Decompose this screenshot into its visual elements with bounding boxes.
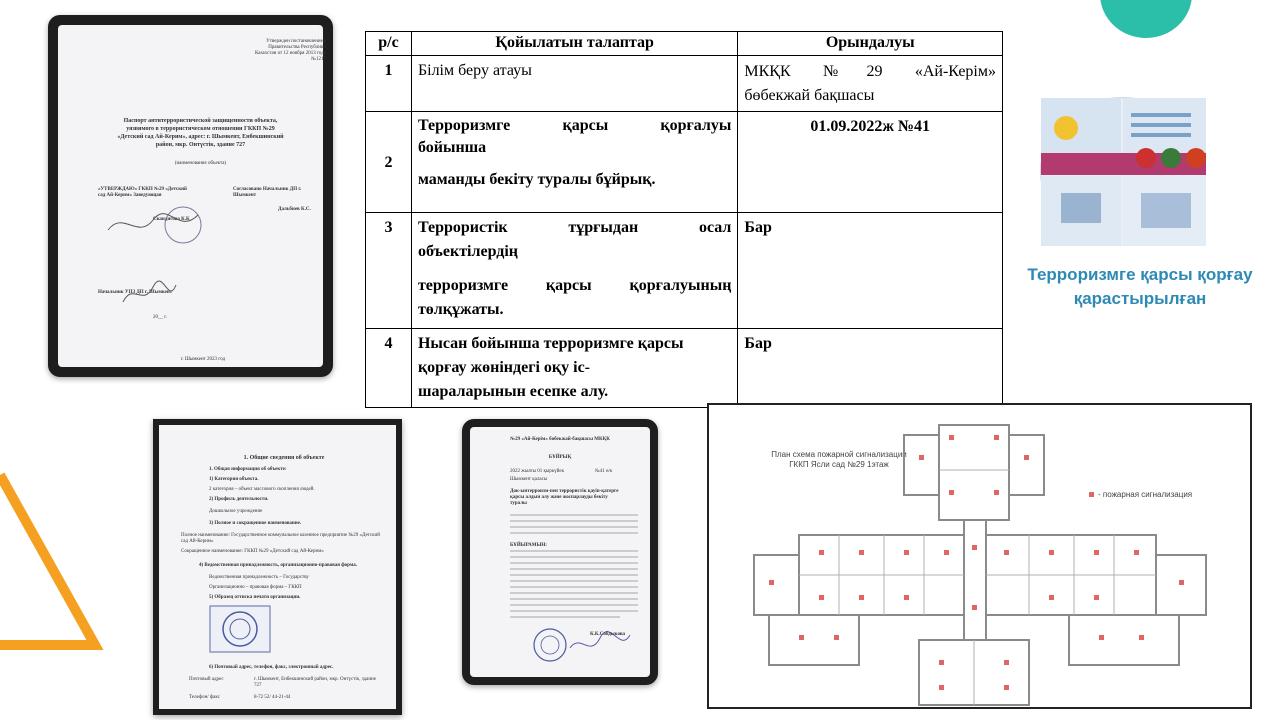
order-city: Шымкент қаласы [510, 477, 548, 482]
header-result: Орындалуы [738, 32, 1003, 56]
general-doc-item: 6) Почтовый адрес, телефон, факс, электронный адрес. [209, 665, 334, 670]
row-num: 1 [366, 56, 412, 112]
general-doc-item: Дошкольное учреждение [209, 509, 263, 514]
requirements-table [365, 31, 1003, 408]
requirement-line: қорғау жөніндегі оқу іс- [417, 359, 590, 376]
passport-bottom-signature [118, 277, 178, 312]
general-doc-item: Организационно – правовая форма – ГККП [209, 585, 302, 590]
header-num: р/с [366, 32, 412, 56]
table-row [366, 112, 1003, 213]
result-line: бөбекжай бақшасы [744, 87, 875, 104]
poster-graphic [1041, 98, 1206, 246]
floor-plan-drawing [709, 405, 1254, 711]
caption-line: қарастырылған [1073, 289, 1207, 308]
general-doc-seal [209, 605, 271, 653]
phone-value: 8-72 52/ 44-21-44 [254, 695, 291, 700]
passport-subtitle: (наименование объекта) [174, 161, 227, 166]
postal-value: г. Шымкент, Енбекшинский район, мкр. Онтүстік, здание 727 [254, 677, 376, 688]
row-result [738, 56, 1003, 112]
order-header: №29 «Ай-Керім» бөбекжай-бақшасы МКҚК [510, 437, 610, 442]
phone-label: Телефон/ факс [189, 695, 220, 700]
legend-text: - пожарная сигнализация [1098, 490, 1193, 499]
requirement-line: бойынша [417, 139, 487, 156]
requirement-line: Террористік тұрғыдан осал [417, 219, 732, 236]
general-doc-item: 5) Образец оттиска печати организации. [209, 595, 301, 600]
requirement-line: объектілердің [417, 243, 519, 260]
general-doc-item: Сокращенное наименование: ГККП №29 «Детский сад Ай-Керим» [181, 549, 324, 554]
general-doc-item: 2 категория – объект массового скопления людей. [209, 487, 315, 492]
general-doc-item: Ведомственная принадлежность – Государству [209, 575, 309, 580]
requirement-line: маманды бекіту туралы бұйрық. [417, 171, 656, 188]
row-requirement [411, 56, 737, 112]
general-doc-item: 1. Общая информация об объекте: [209, 467, 287, 472]
row-result: Бар [738, 213, 1003, 329]
passport-approve-right: Согласовано Начальник ДП г. Шымкент [233, 187, 302, 198]
order-title: БҰЙРЫҚ [548, 455, 572, 460]
general-doc-item: Полное наименование: Государственное коммунальное казенное предприятие №29 «Детский сад Ай-Керим» [181, 533, 380, 544]
order-stamp-signature [525, 623, 635, 673]
general-doc-item: 4) Ведомственная принадлежность, организационно-правовая форма. [199, 563, 358, 568]
order-body-lines [510, 511, 640, 621]
row-num: 3 [366, 213, 412, 329]
passport-bottom-sign: 20__ г. [153, 315, 167, 320]
row-num: 4 [366, 329, 412, 408]
order-subject: Док-ынтерроизм-пен террористік қауіп-қатерге қарсы алдын алу және жоспарлауды бекіту туралы [510, 489, 619, 506]
passport-sign-left: Скандигова К.К [153, 217, 190, 222]
requirement-line: Терроризмге қарсы қорғалуы [417, 117, 732, 134]
order-word: БҰЙЫРАМЫН: [510, 543, 547, 548]
requirement-line: төлқұжаты. [417, 301, 504, 318]
passport-approve-left: «УТВЕРЖДАЮ» ГККП №29 «Детский сад Ай-Керим» Заведующая [98, 187, 187, 198]
order-number: №41 ө/к [595, 469, 613, 474]
passport-title: Паспорт антитеррористической защищенности объекта, уязвимого в террористическом отношении ГККП №29 «Детский сад Ай-Керим», адрес: г. Шымкент, Енбекшинский район, мкр. Онтүстік, здание 727 [117, 118, 284, 148]
table-row [366, 56, 1003, 112]
general-doc-item: 3) Полное и сокращенное наименование. [209, 521, 302, 526]
general-info-document-image [153, 419, 402, 715]
row-requirement [411, 329, 737, 408]
passport-stamp-signature [103, 200, 213, 250]
general-doc-item: 2) Профиль деятельности. [209, 497, 269, 502]
row-requirement [411, 112, 737, 213]
teal-circle-decoration [1100, 0, 1192, 38]
row-result: 01.09.2022ж №41 [738, 112, 1003, 213]
passport-bottom-left: Начальник УПЗ ДП г. Шымкент [98, 290, 173, 295]
result-line: МКҚК №29 «Ай-Керім» [744, 63, 996, 80]
passport-footer: г. Шымкент 2023 год [180, 357, 226, 362]
passport-document-image [48, 15, 333, 377]
row-num: 2 [366, 112, 412, 213]
requirement-line: шараларынын есепке алу. [417, 383, 609, 400]
passport-sign-right: Дальбиев К.С. [278, 207, 311, 212]
row-result: Бар [738, 329, 1003, 408]
passport-header: Утвержден постановлением Правительства Республики Казахстан от 12 ноября 2013 года №1217 [254, 39, 326, 62]
table-row [366, 213, 1003, 329]
floor-plan-title: План схема пожарной сигнализации ГККП Ясли сад №29 1этаж [771, 450, 907, 469]
floor-plan-image [707, 403, 1252, 709]
table-row [366, 329, 1003, 408]
header-requirements: Қойылатын талаптар [411, 32, 737, 56]
row-requirement [411, 213, 737, 329]
table-header-row [366, 32, 1003, 56]
orange-triangle-decoration [0, 470, 110, 660]
anti-terror-poster-image [1040, 97, 1205, 245]
caption-line: Терроризмге қарсы қорғау [1027, 265, 1253, 284]
requirement-line: терроризмге қарсы қорғалуының [417, 277, 732, 294]
requirement-line: Нысан бойынша терроризмге қарсы [417, 335, 684, 352]
postal-label: Почтовый адрес [189, 677, 224, 682]
order-signature: К.К.Сабдыкова [590, 632, 626, 637]
poster-caption [1000, 263, 1280, 311]
requirement-line: Білім беру атауы [417, 62, 532, 79]
order-date: 2022 жылғы 01 қыркүйек [510, 469, 565, 474]
general-doc-item: 1) Категория объекта. [209, 477, 259, 482]
order-document-image [462, 419, 658, 685]
general-doc-title: 1. Общие сведения об объекте [243, 455, 325, 461]
